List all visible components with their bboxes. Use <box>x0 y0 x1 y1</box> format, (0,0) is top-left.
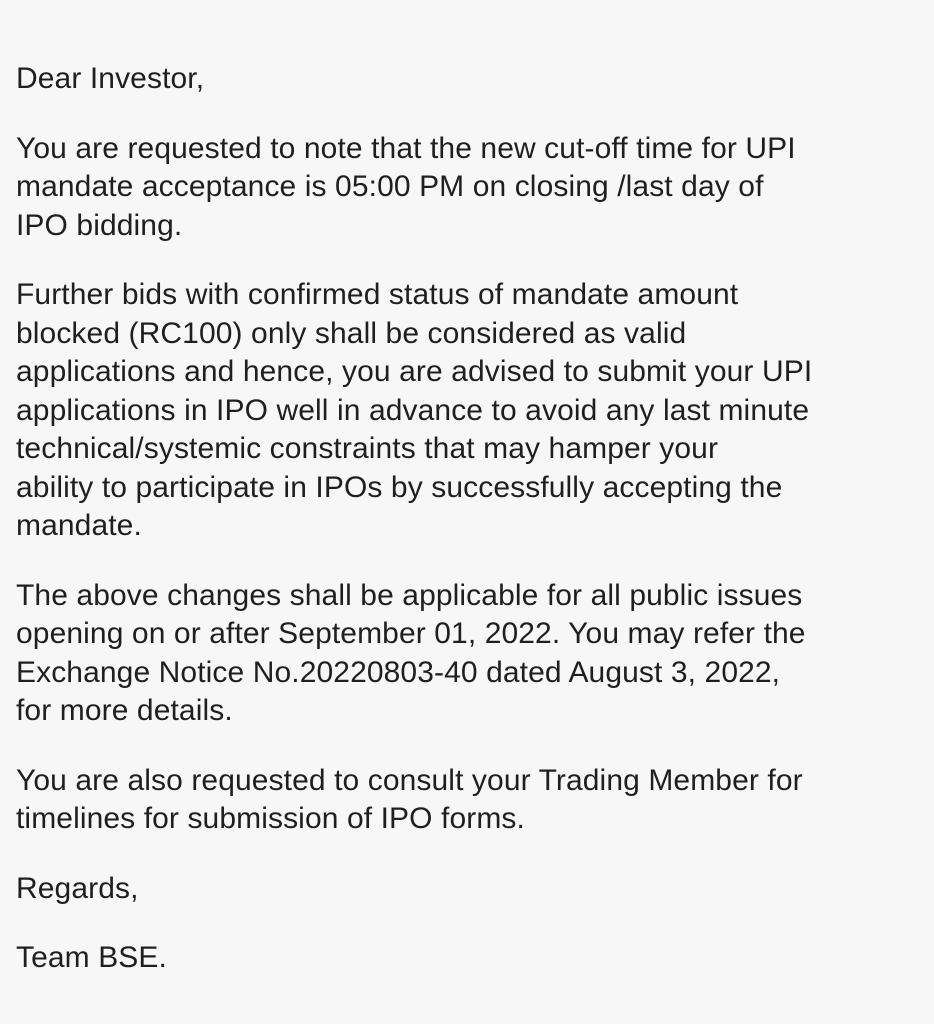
paragraph-line: technical/systemic constraints that may hamper your <box>16 432 719 465</box>
greeting-text: Dear Investor, <box>16 62 205 95</box>
paragraph-line: opening on or after September 01, 2022. You may refer the <box>16 617 806 650</box>
paragraph-line: applications in IPO well in advance to avoid any last minute <box>16 393 810 427</box>
signature-text: Team BSE. <box>16 941 167 974</box>
paragraph-line: You are also requested to consult your Trading Member for <box>16 763 803 797</box>
closing-paragraph <box>16 870 916 909</box>
paragraph-line: applications and hence, you are advised to submit your UPI <box>16 355 813 388</box>
paragraph-line: blocked (RC100) only shall be considered as valid <box>16 316 687 350</box>
paragraph-line: Further bids with confirmed status of mandate amount <box>16 278 739 311</box>
paragraph-line: mandate. <box>16 509 142 542</box>
paragraph-line: Exchange Notice No.20220803-40 dated August 3, 2022, <box>16 655 781 689</box>
signature-paragraph <box>16 939 916 978</box>
paragraph-line: IPO bidding. <box>16 208 183 242</box>
cutoff-time-paragraph <box>16 130 916 246</box>
message-body <box>16 60 916 978</box>
applicability-paragraph <box>16 577 916 731</box>
paragraph-line: You are requested to note that the new cut-off time for UPI <box>16 131 796 165</box>
consult-member-paragraph <box>16 762 916 839</box>
greeting-paragraph <box>16 60 916 99</box>
paragraph-line: mandate acceptance is 05:00 PM on closing /last day of <box>16 170 764 203</box>
paragraph-line: timelines for submission of IPO forms. <box>16 802 525 835</box>
closing-text: Regards, <box>16 871 139 905</box>
valid-bids-paragraph <box>16 276 916 546</box>
paragraph-line: for more details. <box>16 694 233 727</box>
paragraph-line: The above changes shall be applicable for all public issues <box>16 578 803 612</box>
paragraph-line: ability to participate in IPOs by successfully accepting the <box>16 470 783 504</box>
